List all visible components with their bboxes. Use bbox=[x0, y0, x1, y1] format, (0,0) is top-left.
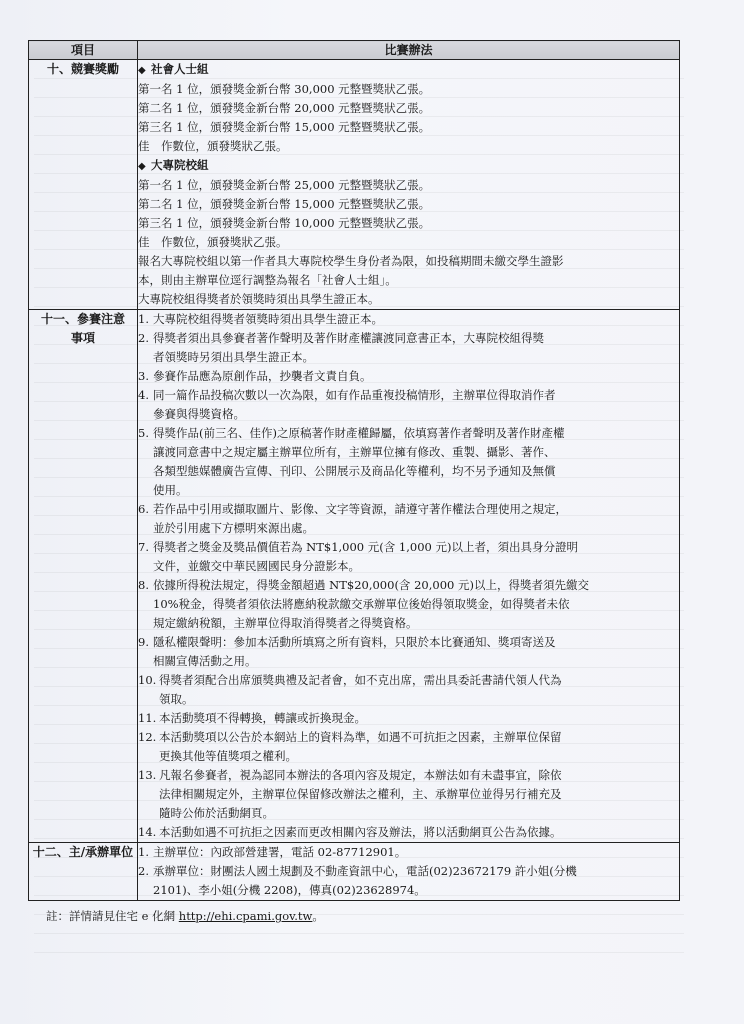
item-text-line: 隨時公佈於活動網頁。 bbox=[159, 806, 274, 820]
item-text bbox=[153, 843, 679, 862]
awards-content bbox=[138, 60, 680, 310]
group-title-text: 社會人士組 bbox=[151, 62, 209, 76]
item-text-line: 依據所得稅法規定，得獎金額超過 NT$20,000(含 20,000 元)以上，得獎者須先繳交 bbox=[153, 578, 589, 592]
award-line: 第三名 1 位，頒發獎金新台幣 10,000 元整暨獎狀乙張。 bbox=[138, 216, 431, 230]
item-text-line: 本活動獎項以公告於本網站上的資料為準，如遇不可抗拒之因素，主辦單位保留 bbox=[159, 730, 562, 744]
item-text bbox=[159, 709, 679, 728]
item-text-line: 得獎者須出具參賽者著作聲明及著作財產權讓渡同意書正本，大專院校組得獎 bbox=[153, 331, 544, 345]
item-text bbox=[153, 862, 679, 900]
organizers-row bbox=[29, 843, 680, 901]
item-text-line: 得獎者之獎金及獎品價值若為 NT$1,000 元(含 1,000 元)以上者，須出具身分證明 bbox=[153, 540, 578, 554]
note-item bbox=[138, 386, 679, 424]
item-number: 1. bbox=[138, 845, 149, 859]
item-text-line: 大專院校組得獎者領獎時須出具學生證正本。 bbox=[153, 312, 383, 326]
notes-label bbox=[29, 310, 138, 843]
item-text-line: 者領獎時另須出具學生證正本。 bbox=[153, 350, 314, 364]
item-text bbox=[159, 766, 679, 823]
header-item: 項目 bbox=[29, 41, 138, 60]
group-title-public bbox=[138, 60, 679, 80]
label-line: 事項 bbox=[70, 331, 95, 345]
header-method: 比賽辦法 bbox=[138, 41, 680, 60]
table-header-row bbox=[29, 41, 680, 60]
awards-row bbox=[29, 60, 680, 310]
item-text-line: 若作品中引用或擷取圖片、影像、文字等資源，請遵守著作權法合理使用之規定， bbox=[153, 502, 567, 516]
item-number: 2. bbox=[138, 331, 149, 345]
item-text bbox=[159, 671, 679, 709]
item-text-line: 讓渡同意書中之規定屬主辦單位所有，主辦單位擁有修改、重製、攝影、著作、 bbox=[153, 445, 556, 459]
item-number: 11. bbox=[138, 711, 157, 725]
item-text-line: 隱私權限聲明：參加本活動所填寫之所有資料，只限於本比賽通知、獎項寄送及 bbox=[153, 635, 556, 649]
footnote-prefix: 註：詳情請見住宅 e 化網 bbox=[46, 909, 179, 923]
item-text-line: 並於引用處下方標明來源出處。 bbox=[153, 521, 314, 535]
item-text-line: 10%稅金，得獎者須依法將應納稅款繳交承辦單位後始得領取獎金，如得獎者未依 bbox=[153, 597, 570, 611]
item-text-line: 更換其他等值獎項之權利。 bbox=[159, 749, 297, 763]
award-line: 第二名 1 位，頒發獎金新台幣 20,000 元整暨獎狀乙張。 bbox=[138, 101, 431, 115]
item-text-line: 得獎作品(前三名、佳作)之原稿著作財產權歸屬，依填寫著作者聲明及著作財產權 bbox=[153, 426, 565, 440]
note-item bbox=[138, 709, 679, 728]
item-number: 9. bbox=[138, 635, 149, 649]
item-text-line: 參賽與得獎資格。 bbox=[153, 407, 245, 421]
note-item bbox=[138, 500, 679, 538]
item-text-line: 使用。 bbox=[153, 483, 188, 497]
note-item bbox=[138, 576, 679, 633]
award-extra-line: 報名大專院校組以第一作者具大專院校學生身份者為限，如投稿期間未繳交學生證影 bbox=[138, 254, 564, 268]
group-title-text: 大專院校組 bbox=[151, 158, 209, 172]
item-number: 5. bbox=[138, 426, 149, 440]
note-item bbox=[138, 823, 679, 842]
notes-row bbox=[29, 310, 680, 843]
item-text bbox=[153, 500, 679, 538]
organizers-list bbox=[138, 843, 679, 900]
item-number: 8. bbox=[138, 578, 149, 592]
award-line: 第一名 1 位，頒發獎金新台幣 30,000 元整暨獎狀乙張。 bbox=[138, 82, 431, 96]
website-link[interactable]: http://ehi.cpami.gov.tw bbox=[178, 909, 313, 923]
item-text bbox=[153, 633, 679, 671]
item-text-line: 相關宣傳活動之用。 bbox=[153, 654, 257, 668]
item-text-line: 主辦單位：內政部營建署，電話 02-87712901。 bbox=[153, 845, 407, 859]
note-item bbox=[138, 766, 679, 823]
item-number: 13. bbox=[138, 768, 157, 782]
item-number: 14. bbox=[138, 825, 157, 839]
organizer-item bbox=[138, 843, 679, 862]
note-item bbox=[138, 310, 679, 329]
item-text-line: 承辦單位：財團法人國土規劃及不動產資訊中心，電話(02)23672179 許小姐(分機 bbox=[153, 864, 577, 878]
award-line: 佳 作數位，頒發獎狀乙張。 bbox=[138, 235, 288, 249]
organizers-label: 十二、主/承辦單位 bbox=[29, 843, 138, 901]
item-text bbox=[153, 310, 679, 329]
item-number: 7. bbox=[138, 540, 149, 554]
item-text-line: 文件，並繳交中華民國國民身分證影本。 bbox=[153, 559, 360, 573]
rules-table bbox=[28, 40, 680, 901]
awards-label: 十、競賽獎勵 bbox=[29, 60, 138, 310]
award-extra-line: 本，則由主辦單位逕行調整為報名「社會人士組」。 bbox=[138, 273, 397, 287]
footnote-suffix: 。 bbox=[312, 909, 324, 923]
item-text bbox=[159, 823, 679, 842]
item-text bbox=[153, 424, 679, 500]
item-number: 3. bbox=[138, 369, 149, 383]
item-text bbox=[153, 329, 679, 367]
organizer-item bbox=[138, 862, 679, 900]
notes-list bbox=[138, 310, 679, 842]
note-item bbox=[138, 329, 679, 367]
item-text-line: 本活動獎項不得轉換，轉讓或折換現金。 bbox=[159, 711, 366, 725]
organizers-content bbox=[138, 843, 680, 901]
note-item bbox=[138, 671, 679, 709]
group-title-college bbox=[138, 156, 679, 176]
note-item bbox=[138, 367, 679, 386]
item-text-line: 2101)、李小姐(分機 2208)，傳真(02)23628974。 bbox=[153, 883, 426, 897]
item-number: 6. bbox=[138, 502, 149, 516]
item-text bbox=[153, 538, 679, 576]
item-text bbox=[153, 576, 679, 633]
item-text-line: 本活動如遇不可抗拒之因素而更改相關內容及辦法，將以活動網頁公告為依據。 bbox=[159, 825, 562, 839]
item-text bbox=[159, 728, 679, 766]
item-number: 12. bbox=[138, 730, 157, 744]
note-item bbox=[138, 633, 679, 671]
diamond-bullet-icon: ◆ bbox=[138, 161, 146, 172]
label-line: 十一、參賽注意 bbox=[40, 312, 125, 326]
item-number: 4. bbox=[138, 388, 149, 402]
item-number: 10. bbox=[138, 673, 157, 687]
item-text-line: 各類型態媒體廣告宣傳、刊印、公開展示及商品化等權利，均不另予通知及無償 bbox=[153, 464, 556, 478]
item-text bbox=[153, 367, 679, 386]
item-text-line: 領取。 bbox=[159, 692, 194, 706]
award-extra-line: 大專院校組得獎者於領獎時須出具學生證正本。 bbox=[138, 292, 380, 306]
note-item bbox=[138, 728, 679, 766]
item-text-line: 凡報名參賽者，視為認同本辦法的各項內容及規定，本辦法如有未盡事宜，除依 bbox=[159, 768, 562, 782]
item-number: 2. bbox=[138, 864, 149, 878]
diamond-bullet-icon: ◆ bbox=[138, 65, 146, 76]
award-line: 佳 作數位，頒發獎狀乙張。 bbox=[138, 139, 288, 153]
award-line: 第一名 1 位，頒發獎金新台幣 25,000 元整暨獎狀乙張。 bbox=[138, 178, 431, 192]
note-item bbox=[138, 538, 679, 576]
item-text-line: 規定繳納稅額，主辦單位得取消得獎者之得獎資格。 bbox=[153, 616, 418, 630]
award-line: 第二名 1 位，頒發獎金新台幣 15,000 元整暨獎狀乙張。 bbox=[138, 197, 431, 211]
item-text-line: 得獎者須配合出席頒獎典禮及記者會，如不克出席，需出具委託書請代領人代為 bbox=[159, 673, 562, 687]
footnote bbox=[46, 908, 324, 924]
item-text bbox=[153, 386, 679, 424]
item-text-line: 同一篇作品投稿次數以一次為限，如有作品重複投稿情形，主辦單位得取消作者 bbox=[153, 388, 556, 402]
notes-content bbox=[138, 310, 680, 843]
award-line: 第三名 1 位，頒發獎金新台幣 15,000 元整暨獎狀乙張。 bbox=[138, 120, 431, 134]
item-text-line: 法律相關規定外，主辦單位保留修改辦法之權利，主、承辦單位並得另行補充及 bbox=[159, 787, 562, 801]
item-text-line: 參賽作品應為原創作品，抄襲者文責自負。 bbox=[153, 369, 372, 383]
item-number: 1. bbox=[138, 312, 149, 326]
note-item bbox=[138, 424, 679, 500]
